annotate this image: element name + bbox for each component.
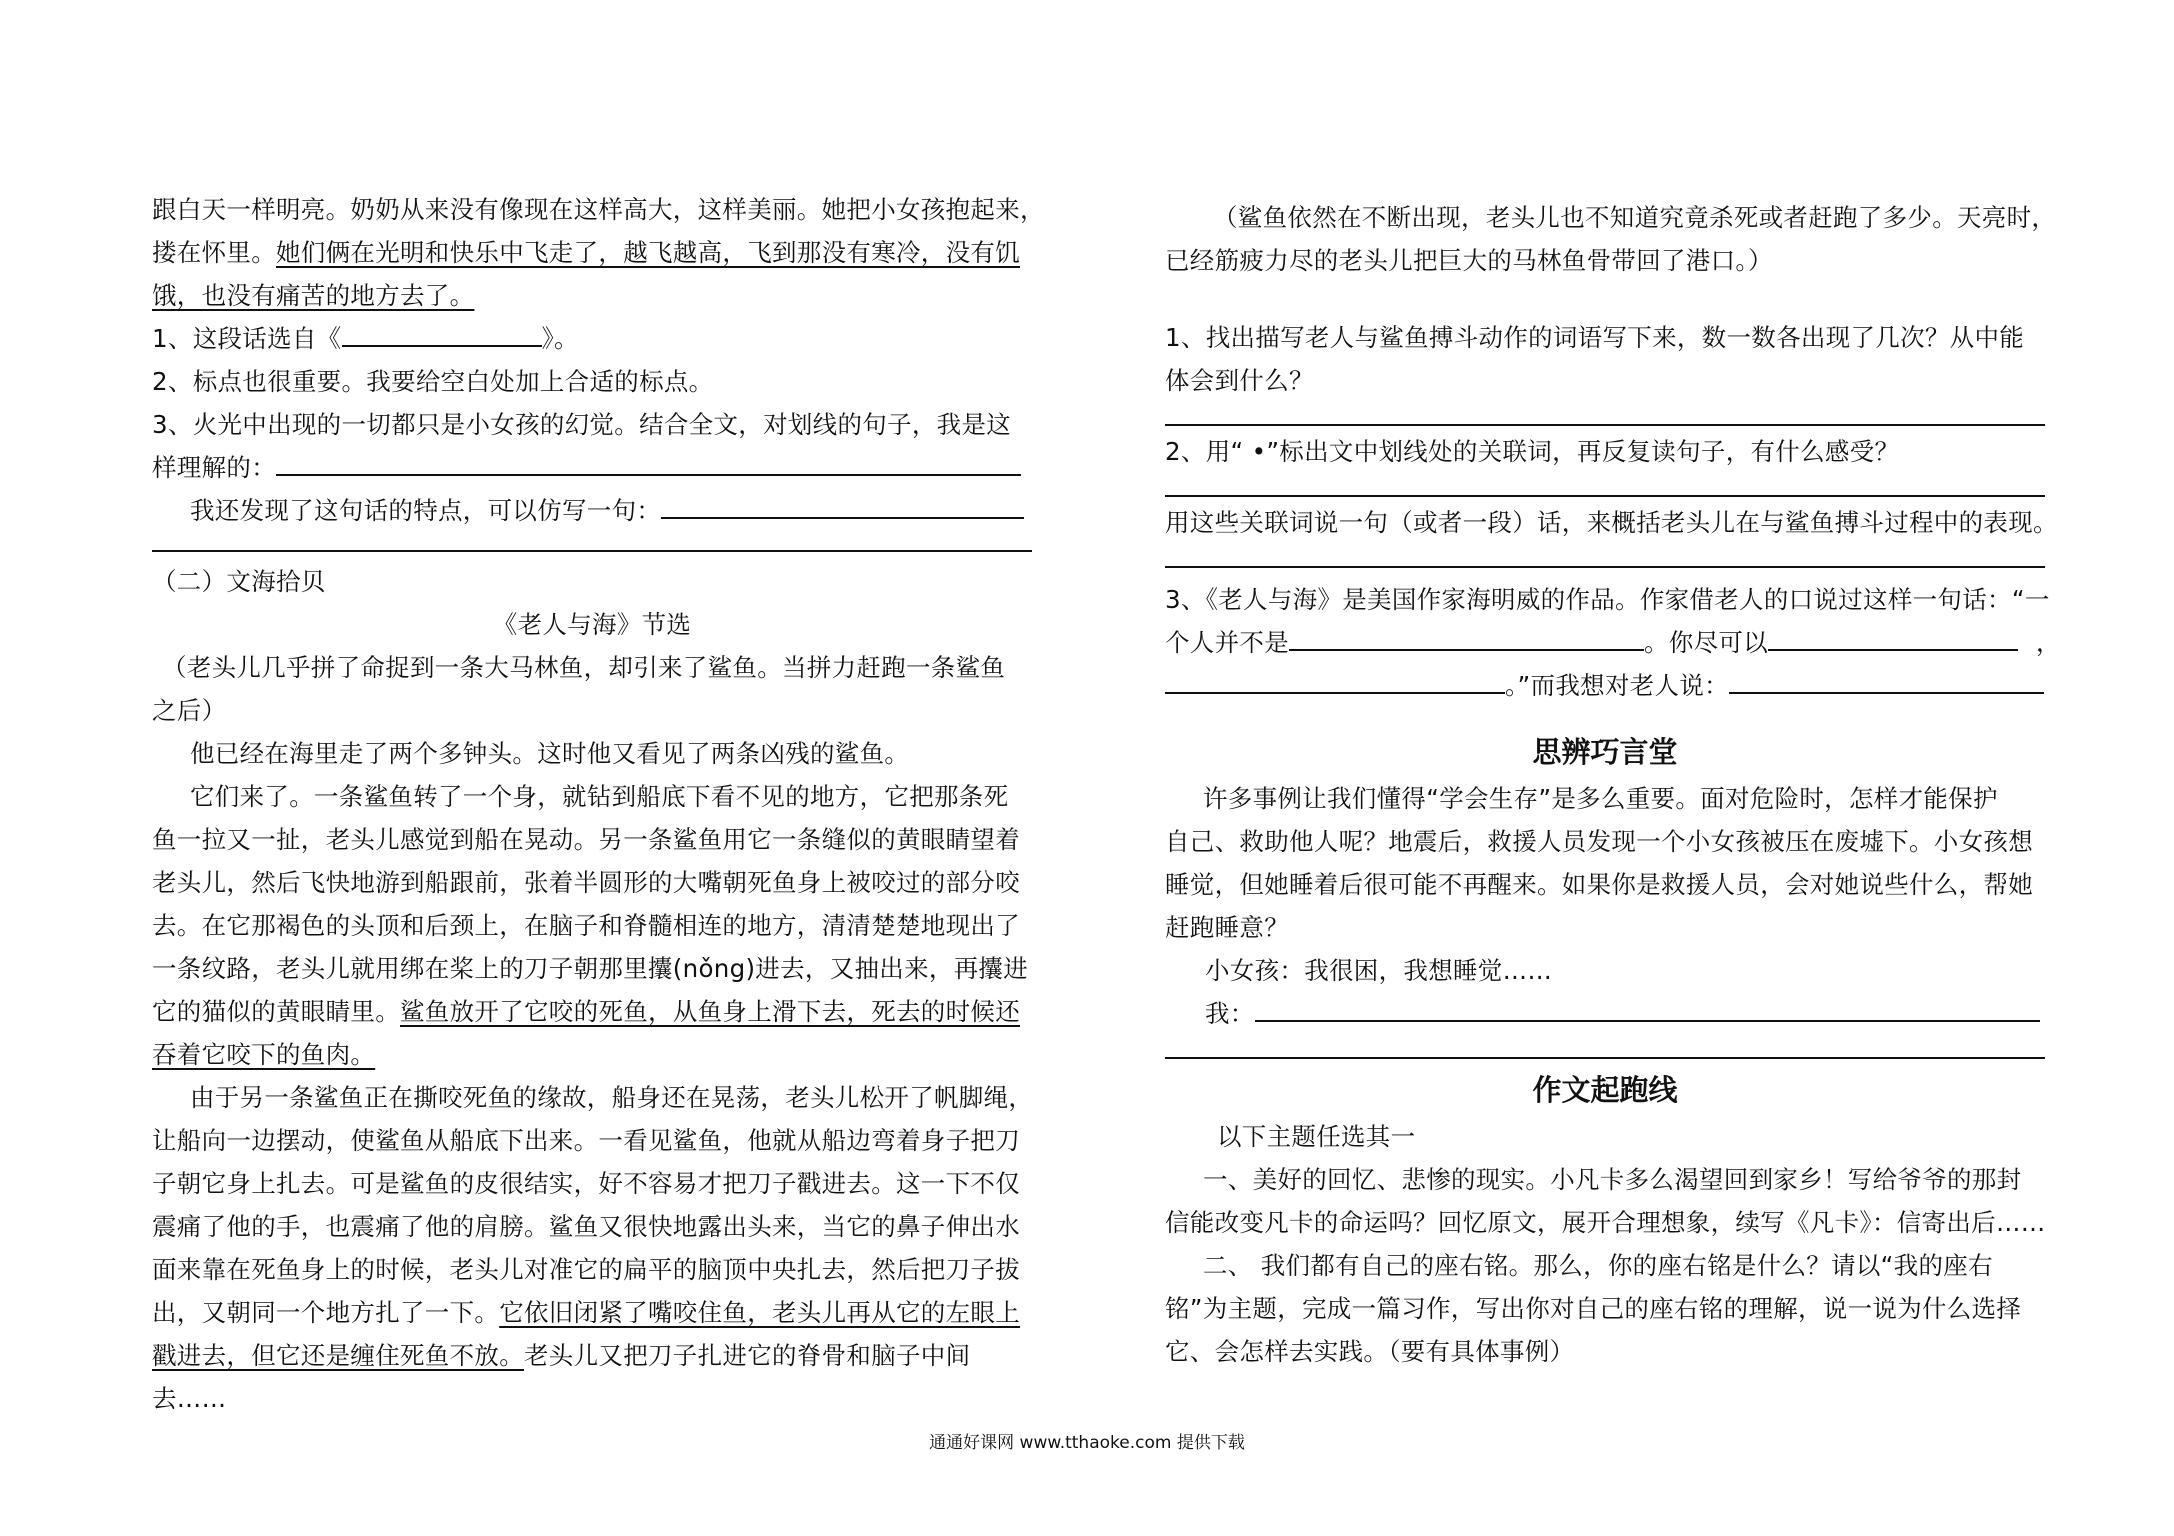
text-line: 赶跑睡意？ bbox=[1165, 913, 1289, 942]
question-3: 3、火光中出现的一切都只是小女孩的幻觉。结合全文，对划线的句子，我是这 bbox=[152, 410, 1012, 439]
text-line: 面来靠在死鱼身上的时候，老头儿对准它的扁平的脑顶中央扎去，然后把刀子拔 bbox=[152, 1255, 1020, 1284]
excerpt-title: 《老人与海》节选 bbox=[492, 610, 692, 639]
section-heading: 思辨巧言堂 bbox=[1532, 735, 1678, 769]
text-line: 信能改变凡卡的命运吗？回忆原文，展开合理想象，续写《凡卡》：信寄出后…… bbox=[1165, 1208, 2046, 1237]
question-2: 2、用“ •”标出文中划线处的关联词，再反复读句子，有什么感受？ bbox=[1165, 437, 1900, 466]
underlined-sentence: 鲨鱼放开了它咬的死鱼，从鱼身上滑下去，死去的时候还 bbox=[400, 997, 1020, 1026]
text-line: 子朝它身上扎去。可是鲨鱼的皮很结实，好不容易才把刀子戳进去。这一下不仅 bbox=[152, 1169, 1020, 1198]
question-1-continued: 体会到什么？ bbox=[1165, 366, 1314, 395]
text-line: 去。在它那褐色的头顶和后颈上，在脑子和脊髓相连的地方，清清楚楚地现出了 bbox=[152, 911, 1020, 940]
section-heading: 作文起跑线 bbox=[1532, 1073, 1678, 1107]
question-3-imitate bbox=[152, 489, 1032, 532]
answer-line[interactable] bbox=[1165, 544, 2045, 568]
text-line: 它、会怎样去实践。（要有具体事例） bbox=[1165, 1337, 1575, 1366]
text-line: （老头儿几乎拼了命捉到一条大马林鱼，却引来了鲨鱼。当拼力赶跑一条鲨鱼 bbox=[162, 653, 1006, 682]
text-line: （鲨鱼依然在不断出现，老头儿也不知道究竟杀死或者赶跑了多少。天亮时， bbox=[1213, 203, 2057, 232]
text-span: 老头儿又把刀子扎进它的脊骨和脑子中间 bbox=[524, 1341, 971, 1370]
text-line: 以下主题任选其一 bbox=[1217, 1122, 1416, 1151]
text-line: 它们来了。一条鲨鱼转了一个身，就钻到船底下看不见的地方，它把那条死 bbox=[190, 782, 1009, 811]
question-1: 1、找出描写老人与鲨鱼搏斗动作的词语写下来，数一数各出现了几次？从中能 bbox=[1165, 323, 2025, 352]
text-line bbox=[152, 1033, 1032, 1076]
text-line: 一、美好的回忆、悲惨的现实。小凡卡多么渴望回到家乡！写给爷爷的那封 bbox=[1203, 1165, 2022, 1194]
text-span: 出，又朝同一个地方扎了一下。 bbox=[152, 1298, 500, 1327]
underlined-sentence: 她们俩在光明和快乐中飞走了，越飞越高，飞到那没有寒冷，没有饥 bbox=[276, 238, 1020, 267]
underlined-sentence: 戳进去，但它还是缠住死鱼不放。 bbox=[152, 1341, 524, 1370]
text-line: 跟白天一样明亮。奶奶从来没有像现在这样高大，这样美丽。她把小女孩抱起来， bbox=[152, 195, 1045, 224]
text-line: 由于另一条鲨鱼正在撕咬死鱼的缘故，船身还在晃荡，老头儿松开了帆脚绳， bbox=[190, 1083, 1034, 1112]
text-line: 他已经在海里走了两个多钟头。这时他又看见了两条凶残的鲨鱼。 bbox=[190, 739, 910, 768]
underlined-sentence: 吞着它咬下的鱼肉。 bbox=[152, 1040, 376, 1069]
answer-blank[interactable] bbox=[1289, 623, 1644, 651]
question-text: 。”而我想对老人说： bbox=[1505, 671, 1729, 700]
text-span: 它的猫似的黄眼睛里。 bbox=[152, 997, 400, 1026]
left-column bbox=[152, 188, 1045, 1420]
text-line: 已经筋疲力尽的老头儿把巨大的马林鱼骨带回了港口。） bbox=[1165, 246, 1773, 275]
answer-blank[interactable] bbox=[342, 319, 542, 347]
section-title: （二）文海拾贝 bbox=[152, 567, 326, 596]
question-2: 2、标点也很重要。我要给空白处加上合适的标点。 bbox=[152, 367, 714, 396]
answer-blank[interactable] bbox=[1768, 623, 2018, 651]
underlined-sentence: 饿，也没有痛苦的地方去了。 bbox=[152, 281, 475, 310]
dialogue-girl: 小女孩：我很困，我想睡觉…… bbox=[1205, 956, 1553, 985]
answer-line[interactable] bbox=[152, 532, 1032, 552]
text-line: 之后） bbox=[152, 696, 227, 725]
question-3: 3、《老人与海》是美国作家海明威的作品。作家借老人的口说过这样一句话：“一 bbox=[1165, 585, 2050, 614]
question-text: 1、这段话选自《 bbox=[152, 324, 342, 353]
answer-blank[interactable] bbox=[276, 448, 1021, 476]
text-line: 一条纹路，老头儿就用绑在桨上的刀子朝那里攮(nǒng)进去，又抽出来，再攮进 bbox=[152, 954, 1029, 983]
text-line: 去…… bbox=[152, 1384, 227, 1413]
question-text: 个人并不是 bbox=[1165, 628, 1289, 657]
answer-blank[interactable] bbox=[1729, 666, 2044, 694]
text-line bbox=[152, 274, 1032, 317]
question-3-final bbox=[1165, 664, 2045, 707]
answer-blank[interactable] bbox=[1255, 994, 2040, 1022]
text-line: 铭”为主题，完成一篇习作，写出你对自己的座右铭的理解，说一说为什么选择 bbox=[1165, 1294, 2022, 1323]
text-line: 自己、救助他人呢？地震后，救援人员发现一个小女孩被压在废墟下。小女孩想 bbox=[1165, 827, 2033, 856]
question-text: 我还发现了这句话的特点，可以仿写一句： bbox=[190, 496, 662, 525]
question-2b: 用这些关联词说一句（或者一段）话，来概括老头儿在与鲨鱼搏斗过程中的表现。 bbox=[1165, 508, 2058, 537]
dialogue-me bbox=[1165, 992, 2045, 1035]
text-line bbox=[152, 231, 1032, 274]
question-text: 样理解的： bbox=[152, 453, 276, 482]
question-text: ， bbox=[2036, 628, 2061, 657]
question-1 bbox=[152, 317, 1032, 360]
dialogue-label: 我： bbox=[1205, 999, 1255, 1028]
answer-blank[interactable] bbox=[1165, 666, 1505, 694]
text-line: 让船向一边摆动，使鲨鱼从船底下出来。一看见鲨鱼，他就从船边弯着身子把刀 bbox=[152, 1126, 1020, 1155]
answer-blank[interactable] bbox=[661, 491, 1024, 519]
answer-line[interactable] bbox=[1165, 473, 2045, 497]
text-span: 搂在怀里。 bbox=[152, 238, 276, 267]
text-line bbox=[152, 990, 1032, 1033]
text-line: 睡觉，但她睡着后很可能不再醒来。如果你是救援人员，会对她说些什么，帮她 bbox=[1165, 870, 2033, 899]
underlined-sentence: 它依旧闭紧了嘴咬住鱼，老头儿再从它的左眼上 bbox=[499, 1298, 1021, 1327]
text-line: 二、 我们都有自己的座右铭。那么，你的座右铭是什么？请以“我的座右 bbox=[1203, 1251, 1993, 1280]
footer-credit: 通通好课网 www.tthaoke.com 提供下载 bbox=[929, 1433, 1245, 1453]
question-3-continued bbox=[152, 446, 1032, 489]
answer-line[interactable] bbox=[1165, 402, 2045, 426]
question-text: 。你尽可以 bbox=[1644, 628, 1768, 657]
right-column bbox=[1165, 196, 2061, 1373]
answer-line[interactable] bbox=[1165, 1035, 2045, 1059]
text-line: 老头儿，然后飞快地游到船跟前，张着半圆形的大嘴朝死鱼身上被咬过的部分咬 bbox=[152, 868, 1020, 897]
text-line: 许多事例让我们懂得“学会生存”是多么重要。面对危险时，怎样才能保护 bbox=[1203, 784, 1998, 813]
text-line bbox=[152, 1291, 1032, 1334]
question-text: 》。 bbox=[541, 324, 579, 353]
text-line bbox=[152, 1334, 1032, 1377]
text-line: 震痛了他的手，也震痛了他的肩膀。鲨鱼又很快地露出头来，当它的鼻子伸出水 bbox=[152, 1212, 1020, 1241]
text-line: 鱼一拉又一扯，老头儿感觉到船在晃动。另一条鲨鱼用它一条缝似的黄眼睛望着 bbox=[152, 825, 1020, 854]
question-3-continued bbox=[1165, 621, 2061, 664]
